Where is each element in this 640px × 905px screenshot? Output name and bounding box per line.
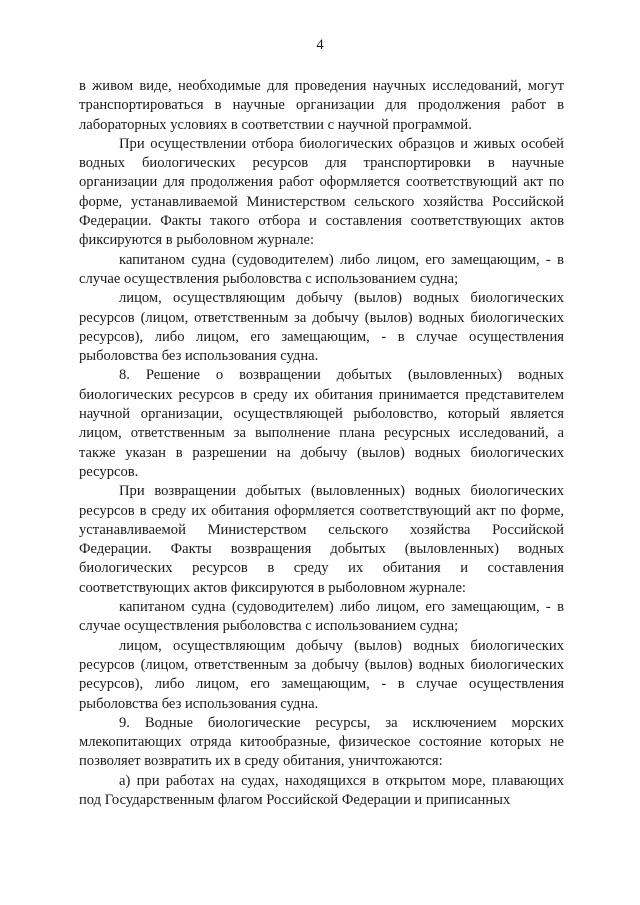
- paragraph-9: 9. Водные биологические ресурсы, за исключением морских млекопитающих отряда китообразные, физическое состояние которых не позволяет возвратить их в среду обитания, уничтожаются:: [79, 714, 564, 770]
- paragraph-1: в живом виде, необходимые для проведения научных исследований, могут транспортироваться в научные организации для продолжения работ в лабораторных условиях в соответствии с научной программой.: [79, 78, 564, 133]
- paragraph-4: лицом, осуществляющим добычу (вылов) водных биологических ресурсов (лицом, ответственным за добычу (вылов) водных биологических ресурсов), либо лицом, его замещающим, - в случае осуществления рыболовства без использования судна.: [79, 290, 564, 365]
- paragraph-3: капитаном судна (судоводителем) либо лицом, его замещающим, - в случае осуществления рыболовства с использованием судна;: [79, 251, 564, 287]
- paragraph-8: лицом, осуществляющим добычу (вылов) водных биологических ресурсов (лицом, ответственным за добычу (вылов) водных биологических ресурсов), либо лицом, его замещающим, - в случае осуществления рыболовства без использования судна.: [79, 637, 564, 712]
- paragraph-7: капитаном судна (судоводителем) либо лицом, его замещающим, - в случае осуществления рыболовства с использованием судна;: [79, 599, 564, 635]
- page-number: 4: [316, 37, 324, 53]
- paragraph-5: 8. Решение о возвращении добытых (выловленных) водных биологических ресурсов в среду их обитания принимается представителем научной организации, осуществляющей рыболовство, который является лицом, ответственным за выполнение плана ресурсных исследований, а также указан в разрешении на добычу (вылов) водных биологических ресурсов.: [79, 367, 564, 480]
- paragraph-6: При возвращении добытых (выловленных) водных биологических ресурсов в среду их обитания оформляется соответствующий акт по форме, устанавливаемой Министерством сельского хозяйства Российской Федерации. Факты возвращения добытых (выловленных) водных биологических ресурсов в среду их обитания и составления соответствующих актов фиксируются в рыболовном журнале:: [79, 483, 564, 596]
- document-body: [79, 77, 564, 810]
- paragraph-10: а) при работах на судах, находящихся в открытом море, плавающих под Государственным флагом Российской Федерации и приписанных: [79, 772, 564, 808]
- paragraph-2: При осуществлении отбора биологических образцов и живых особей водных биологических ресурсов для транспортировки в научные организации для продолжения работ оформляется соответствующий акт по форме, устанавливаемой Министерством сельского хозяйства Российской Федерации. Факты такого отбора и составления соответствующих актов фиксируются в рыболовном журнале:: [79, 135, 564, 249]
